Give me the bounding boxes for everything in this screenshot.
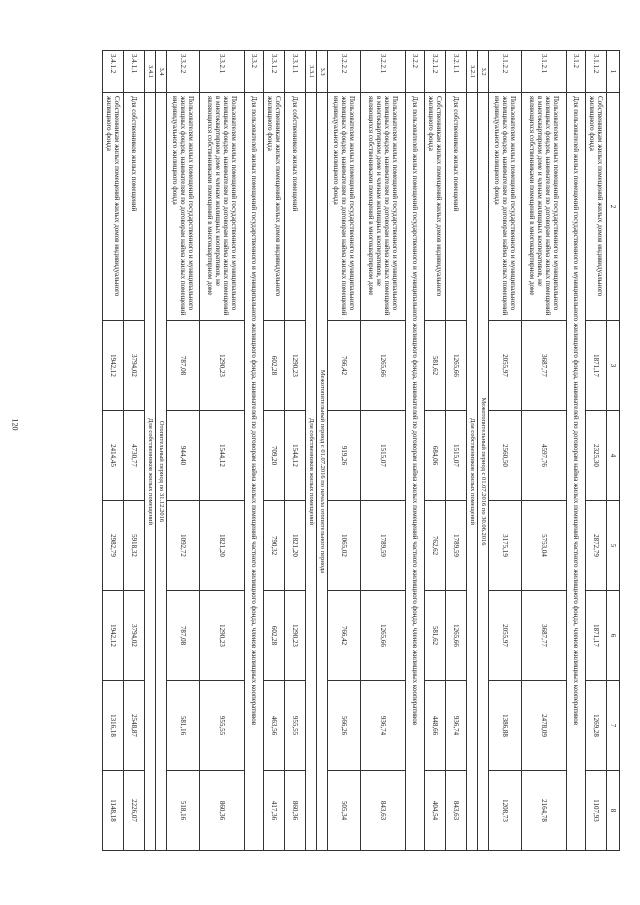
row-code: 3.2.1.1 [446, 51, 467, 93]
page-number: 120 [10, 418, 20, 431]
row-value: 1871,17 [586, 591, 607, 681]
row-code: 3.3 [317, 51, 328, 93]
category-label: Для пользователей жилых помещений государственного и муниципального жилищного фонда, нанимателей по договорам найма жилых помещений частного жилищного фонда, членов жилищных кооперативов [406, 93, 425, 851]
category-row [567, 51, 586, 851]
row-description: Пользователям жилых помещений государственного и муниципального жилищных фондов, нанимателям по договорам найма жилых помещений в многоквартирном доме и членам жилищных кооперативов, не являющихся собственниками помещений в многоквартирном доме [200, 93, 245, 321]
row-description: Собственникам жилых помещений жилых домов индивидуального жилищного фонда [103, 93, 124, 321]
tariff-table [102, 50, 620, 851]
row-code: 3.2.2 [406, 51, 425, 93]
period-row [156, 51, 167, 851]
row-value: 1386,88 [489, 681, 522, 771]
period-label: Межотопительный период с 01.07.2016 по 30.06.2016 [478, 93, 489, 851]
row-value: 1544,12 [285, 411, 306, 501]
row-description: Для собственников жилых помещений [124, 93, 145, 321]
row-description: Собственникам жилых помещений жилых домов индивидуального жилищного фонда [425, 93, 446, 321]
subgroup-row [306, 51, 317, 851]
row-value: 1265,66 [361, 321, 406, 411]
subgroup-label: Для собственников жилых помещений [306, 93, 317, 851]
category-label: Для пользователей жилых помещений государственного и муниципального жилищного фонда, нанимателей по договорам найма жилых помещений частного жилищного фонда, членов жилищных кооперативов [245, 93, 264, 851]
column-number-1: 1 [607, 51, 620, 93]
row-value: 1316,18 [103, 681, 124, 771]
row-value: 518,16 [167, 771, 200, 851]
row-value: 1269,28 [586, 681, 607, 771]
row-code: 3.2.2.2 [328, 51, 361, 93]
table-row [103, 51, 124, 851]
row-code: 3.2.1.2 [425, 51, 446, 93]
row-value: 1290,23 [200, 591, 245, 681]
row-value: 2548,87 [124, 681, 145, 771]
row-value: 936,74 [446, 681, 467, 771]
column-number-2: 2 [607, 93, 620, 321]
row-value: 581,62 [425, 591, 446, 681]
row-value: 919,26 [328, 411, 361, 501]
row-value: 1290,23 [285, 321, 306, 411]
row-value: 762,62 [425, 501, 446, 591]
table-row [200, 51, 245, 851]
row-description: Пользователям жилых помещений государственного и муниципального жилищных фондов, нанимателям по договорам найма жилых помещений индивидуального жилищного фонда [167, 93, 200, 321]
row-code: 3.1.1.2 [586, 51, 607, 93]
row-value: 566,26 [328, 681, 361, 771]
row-value: 1821,20 [200, 501, 245, 591]
period-label: Межотопительный период с 01.07.2016 по начала отопительного периода [317, 93, 328, 851]
column-number-6: 6 [607, 591, 620, 681]
row-code: 3.4.1.1 [124, 51, 145, 93]
table-row [285, 51, 306, 851]
table-row [264, 51, 285, 851]
row-description: Для собственников жилых помещений [285, 93, 306, 321]
row-value: 404,54 [425, 771, 446, 851]
row-value: 2414,45 [103, 411, 124, 501]
row-value: 766,42 [328, 591, 361, 681]
row-value: 2982,79 [103, 501, 124, 591]
row-code: 3.1.2 [567, 51, 586, 93]
row-code: 3.2.2.1 [361, 51, 406, 93]
subgroup-row [467, 51, 478, 851]
table-row [446, 51, 467, 851]
row-value: 505,34 [328, 771, 361, 851]
table-row [361, 51, 406, 851]
row-value: 944,40 [167, 411, 200, 501]
row-description: Для собственников жилых помещений [446, 93, 467, 321]
row-description: Собственникам жилых помещений жилых домов индивидуального жилищного фонда [586, 93, 607, 321]
row-code: 3.1.2.1 [522, 51, 567, 93]
row-value: 709,20 [264, 411, 285, 501]
row-code: 3.1.2.2 [489, 51, 522, 93]
row-code: 3.4.1.2 [103, 51, 124, 93]
row-description: Пользователям жилых помещений государственного и муниципального жилищных фондов, нанимателям по договорам найма жилых помещений индивидуального жилищного фонда [328, 93, 361, 321]
table-row [586, 51, 607, 851]
column-number-3: 3 [607, 321, 620, 411]
row-value: 3687,77 [522, 321, 567, 411]
row-value: 1107,93 [586, 771, 607, 851]
row-description: Пользователям жилых помещений государственного и муниципального жилищных фондов, нанимателям по договорам найма жилых помещений в многоквартирном доме и членам жилищных кооперативов, не являющихся собственниками помещений в многоквартирном доме [361, 93, 406, 321]
row-value: 2872,79 [586, 501, 607, 591]
row-value: 2164,78 [522, 771, 567, 851]
tariff-table-sheet [60, 50, 620, 850]
period-label: Отопительный период по 31.12.2016 [156, 93, 167, 851]
row-code: 3.3.1.1 [285, 51, 306, 93]
row-value: 463,56 [264, 681, 285, 771]
table-row [522, 51, 567, 851]
row-value: 2478,09 [522, 681, 567, 771]
row-value: 2055,97 [489, 321, 522, 411]
row-value: 3794,02 [124, 321, 145, 411]
row-value: 4597,76 [522, 411, 567, 501]
row-value: 1208,73 [489, 771, 522, 851]
row-code: 3.3.1 [306, 51, 317, 93]
row-value: 860,36 [285, 771, 306, 851]
column-number-row [607, 51, 620, 851]
row-value: 602,28 [264, 591, 285, 681]
row-code: 3.3.1.2 [264, 51, 285, 93]
row-value: 1515,07 [446, 411, 467, 501]
row-code: 3.3.2 [245, 51, 264, 93]
row-value: 581,16 [167, 681, 200, 771]
row-value: 5753,04 [522, 501, 567, 591]
row-value: 3175,19 [489, 501, 522, 591]
table-row [328, 51, 361, 851]
row-value: 5918,32 [124, 501, 145, 591]
row-value: 1065,02 [328, 501, 361, 591]
category-row [245, 51, 264, 851]
table-row [124, 51, 145, 851]
row-value: 2055,97 [489, 591, 522, 681]
subgroup-row [145, 51, 156, 851]
row-value: 787,08 [167, 321, 200, 411]
row-value: 955,55 [285, 681, 306, 771]
row-value: 417,36 [264, 771, 285, 851]
row-value: 1789,59 [361, 501, 406, 591]
row-value: 1148,18 [103, 771, 124, 851]
row-value: 1265,66 [361, 591, 406, 681]
row-value: 448,66 [425, 681, 446, 771]
column-number-7: 7 [607, 681, 620, 771]
row-value: 2226,07 [124, 771, 145, 851]
row-value: 766,42 [328, 321, 361, 411]
row-value: 581,62 [425, 321, 446, 411]
row-code: 3.3.2.2 [167, 51, 200, 93]
row-code: 3.2 [478, 51, 489, 93]
row-value: 2325,30 [586, 411, 607, 501]
row-value: 787,08 [167, 591, 200, 681]
row-value: 684,06 [425, 411, 446, 501]
row-value: 1265,66 [446, 591, 467, 681]
row-value: 1290,23 [200, 321, 245, 411]
row-value: 936,74 [361, 681, 406, 771]
category-label: Для пользователей жилых помещений государственного и муниципального жилищного фонда, нанимателей по договорам найма жилых помещений частного жилищного фонда, членов жилищных кооперативов [567, 93, 586, 851]
row-code: 3.4.1 [145, 51, 156, 93]
table-row [489, 51, 522, 851]
period-row [317, 51, 328, 851]
row-code: 3.2.1 [467, 51, 478, 93]
row-value: 860,36 [200, 771, 245, 851]
row-description: Пользователям жилых помещений государственного и муниципального жилищных фондов, нанимателям по договорам найма жилых помещений индивидуального жилищного фонда [489, 93, 522, 321]
row-value: 1821,20 [285, 501, 306, 591]
row-code: 3.3.2.1 [200, 51, 245, 93]
row-value: 790,32 [264, 501, 285, 591]
row-value: 1871,17 [586, 321, 607, 411]
row-value: 1789,59 [446, 501, 467, 591]
row-value: 3687,77 [522, 591, 567, 681]
row-value: 843,63 [446, 771, 467, 851]
row-value: 1092,72 [167, 501, 200, 591]
subgroup-label: Для собственников жилых помещений [467, 93, 478, 851]
row-code: 3.4 [156, 51, 167, 93]
column-number-4: 4 [607, 411, 620, 501]
row-value: 2560,50 [489, 411, 522, 501]
row-value: 1265,66 [446, 321, 467, 411]
row-value: 1290,23 [285, 591, 306, 681]
table-row [167, 51, 200, 851]
row-value: 1515,07 [361, 411, 406, 501]
row-value: 955,55 [200, 681, 245, 771]
period-row [478, 51, 489, 851]
row-value: 1544,12 [200, 411, 245, 501]
column-number-8: 8 [607, 771, 620, 851]
row-value: 1942,12 [103, 591, 124, 681]
subgroup-label: Для собственников жилых помещений [145, 93, 156, 851]
category-row [406, 51, 425, 851]
row-value: 3794,02 [124, 591, 145, 681]
row-value: 1942,12 [103, 321, 124, 411]
row-value: 602,28 [264, 321, 285, 411]
table-row [425, 51, 446, 851]
row-description: Собственникам жилых помещений жилых домов индивидуального жилищного фонда [264, 93, 285, 321]
column-number-5: 5 [607, 501, 620, 591]
row-description: Пользователям жилых помещений государственного и муниципального жилищных фондов, нанимателям по договорам найма жилых помещений в многоквартирном доме и членам жилищных кооперативов, не являющихся собственниками помещений в многоквартирном доме [522, 93, 567, 321]
row-value: 843,63 [361, 771, 406, 851]
row-value: 4730,77 [124, 411, 145, 501]
